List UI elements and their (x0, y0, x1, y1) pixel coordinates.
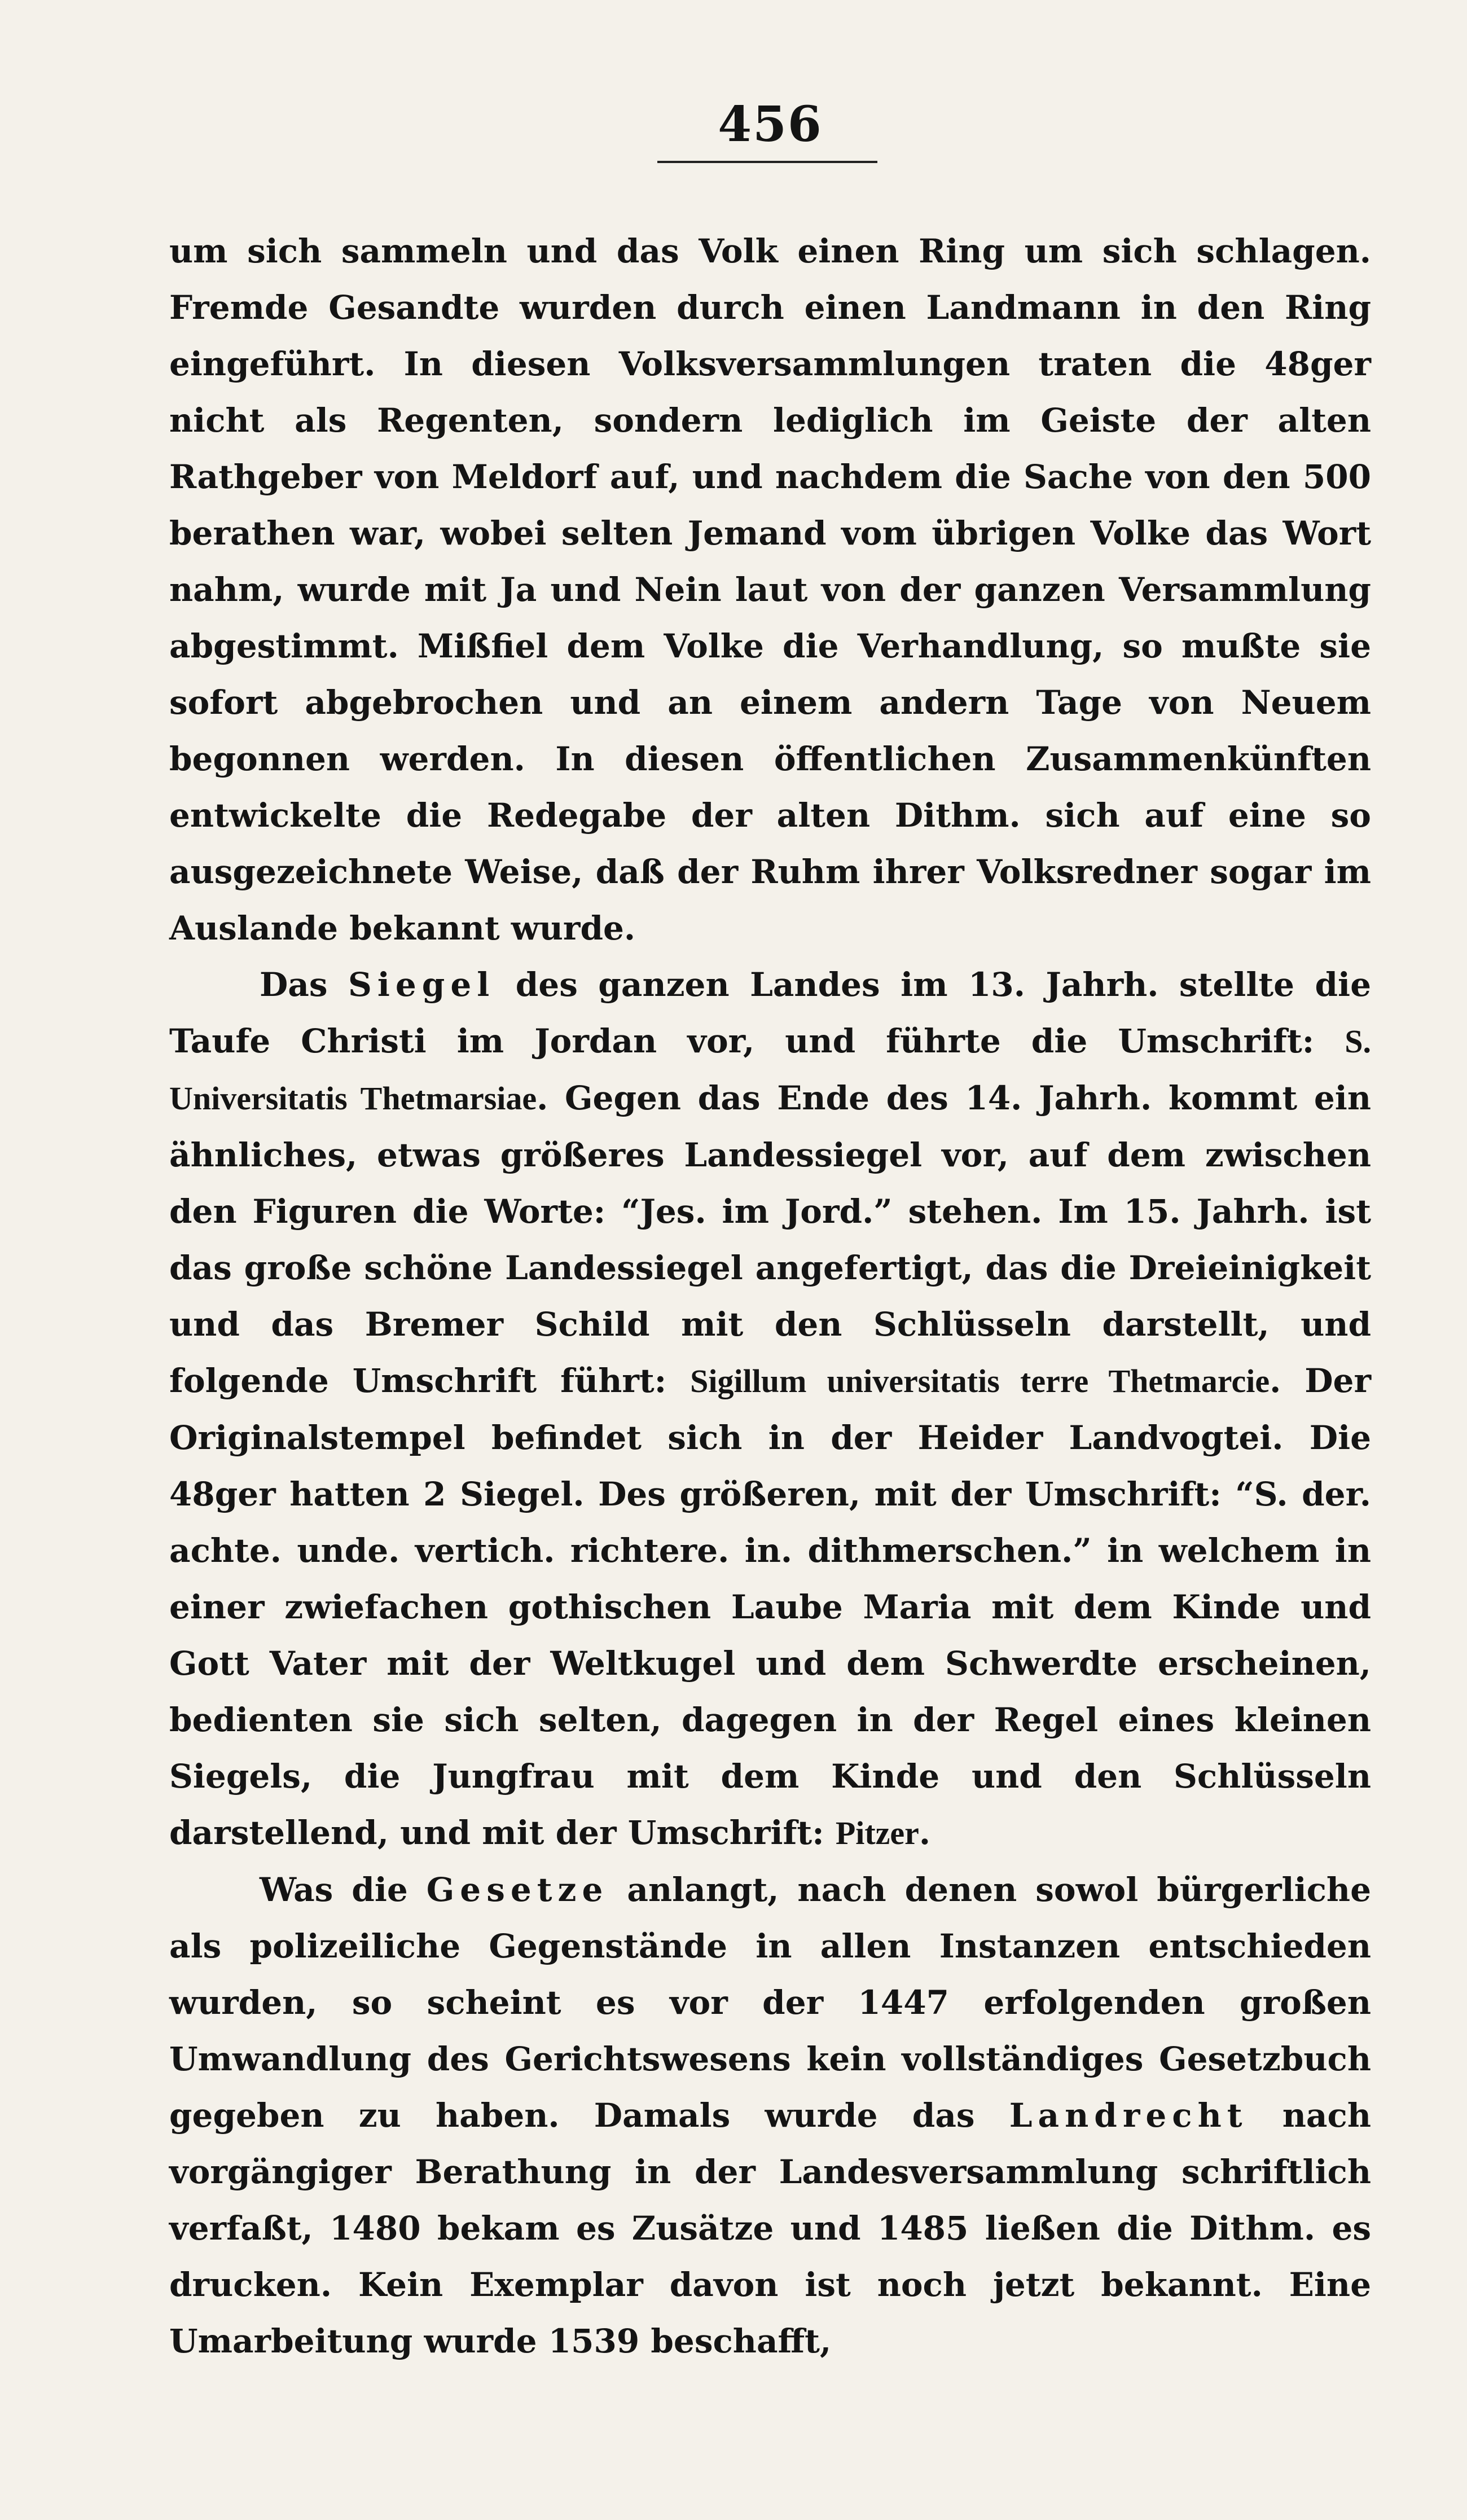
text-run: Das (260, 965, 348, 1004)
text-run-latin: Sigillum universitatis terre Thetmarcie (690, 1363, 1270, 1399)
header-rule (657, 161, 877, 163)
text-run: . Der Originalstempel befindet sich in der Heider Landvogtei. Die 48ger hatten 2 Siegel. Des größeren, mit der Umschrift: “S. der. achte. unde. vertich. richtere. in. dithmerschen.” in welchem in einer zwiefachen gothischen Laube Maria mit dem Kinde und Gott Vater mit der Weltkugel und dem Schwerdte erscheinen, bedienten sie sich selten, dagegen in der Regel eines kleinen Siegels, die Jungfrau mit dem Kinde und den Schlüsseln darstellend, und mit der Umschrift: (169, 1362, 1371, 1852)
paragraph-1 (169, 223, 1371, 956)
paragraph-2 (169, 956, 1371, 1862)
text-run: des ganzen Landes im 13. Jahrh. stellte die Taufe Christi im Jordan vor, und führte die Umschrift: (169, 965, 1371, 1060)
body-text (169, 223, 1371, 2369)
paragraph-3 (169, 1862, 1371, 2369)
page-number: 456 (718, 96, 823, 153)
text-run: anlangt, nach denen sowol bürgerliche als polizeiliche Gegenstände in allen Instanzen entschieden wurden, so scheint es vor der 1447 erfolgenden großen Umwandlung des Gerichtswesens kein vollständiges Gesetzbuch gegeben zu haben. Damals wurde das (169, 1871, 1371, 2135)
text-run: . Gegen das Ende des 14. Jahrh. kommt ein ähnliches, etwas größeres Landessiegel vor, auf dem zwischen den Figuren die Worte: “Jes. im Jord.” stehen. Im 15. Jahrh. ist das große schöne Landessiegel angefertigt, das die Dreieinigkeit und das Bremer Schild mit den Schlüsseln darstellt, und folgende Umschrift führt: (169, 1079, 1371, 1400)
text-run-spaced: Landrecht (1009, 2096, 1248, 2135)
text-run: um sich sammeln und das Volk einen Ring um sich schlagen. Fremde Gesandte wurden durch einen Landmann in den Ring eingeführt. In diesen Volksversammlungen traten die 48ger nicht als Regenten, sondern lediglich im Geiste der alten Rathgeber von Meldorf auf, und nachdem die Sache von den 500 berathen war, wobei selten Jemand vom übrigen Volke das Wort nahm, wurde mit Ja und Nein laut von der ganzen Versammlung abgestimmt. Mißfiel dem Volke die Verhandlung, so mußte sie sofort abgebrochen und an einem andern Tage von Neuem begonnen werden. In diesen öffentlichen Zusammenkünften entwickelte die Redegabe der alten Dithm. sich auf eine so ausgezeichnete Weise, daß der Ruhm ihrer Volksredner sogar im Auslande bekannt wurde. (169, 232, 1371, 947)
text-run-latin: S. Universitatis Thetmarsiae (169, 1023, 1371, 1117)
text-run-latin: Pitzer (835, 1815, 919, 1851)
page-header (169, 85, 1371, 181)
text-run: nach vorgängiger Berathung in der Landesversammlung schriftlich verfaßt, 1480 bekam es Zusätze und 1485 ließen die Dithm. es drucken. Kein Exemplar davon ist noch jetzt bekannt. Eine Umarbeitung wurde 1539 beschafft, (169, 2096, 1371, 2360)
text-run-spaced: Siegel (348, 965, 495, 1004)
text-run: . (919, 1814, 931, 1852)
text-run-spaced: Gesetze (426, 1871, 609, 1909)
text-run: Was die (260, 1871, 427, 1909)
